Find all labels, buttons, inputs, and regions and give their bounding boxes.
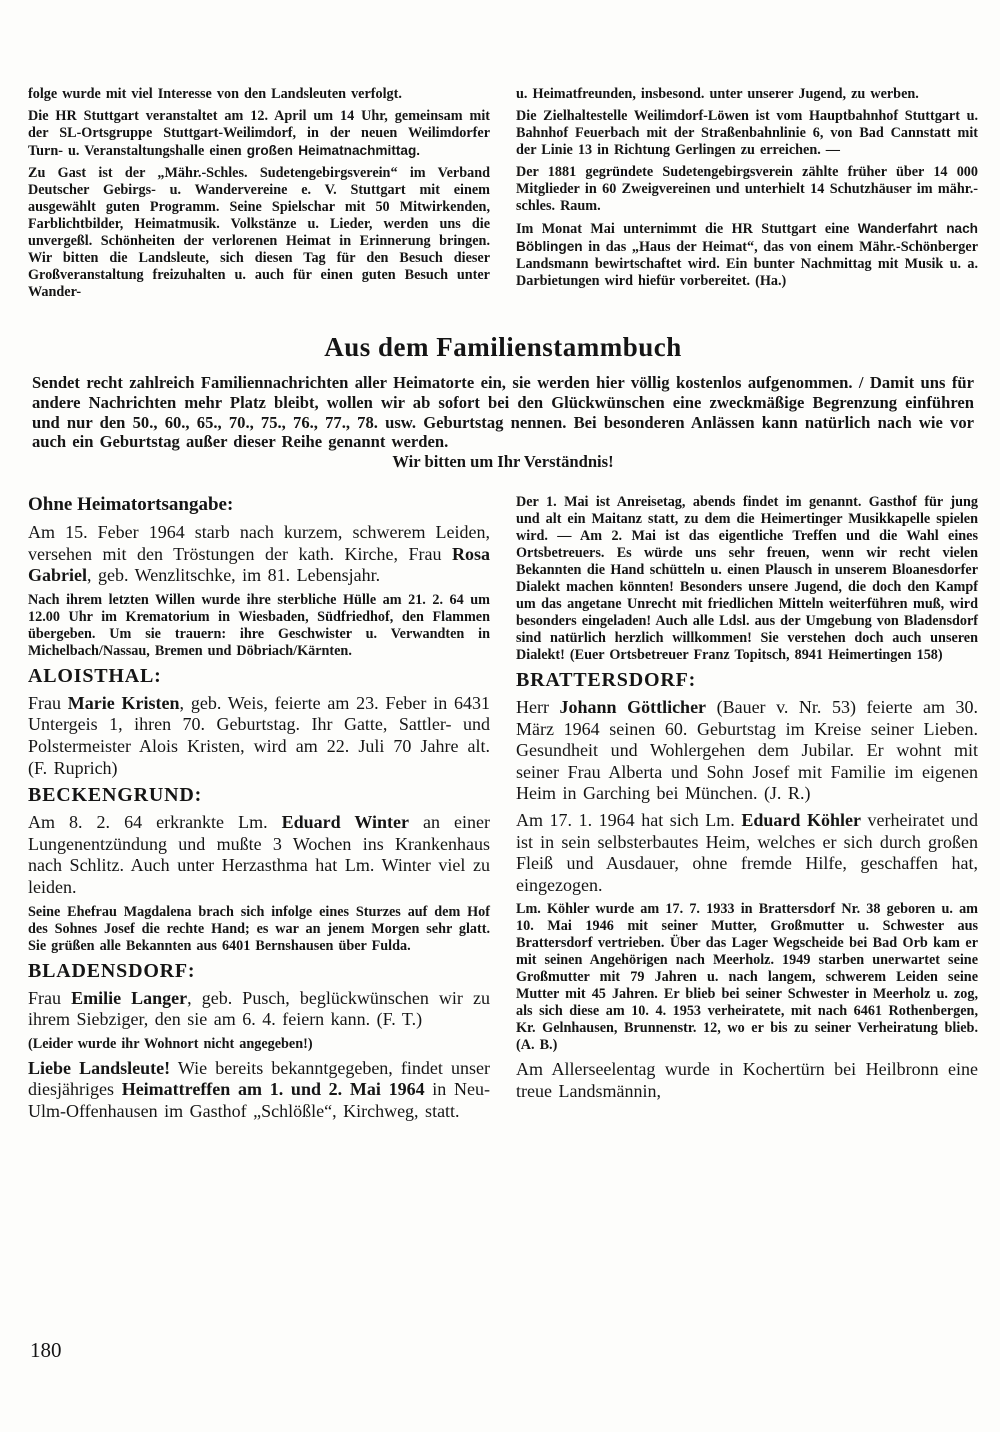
body-text: Lm. Köhler wurde am 17. 7. 1933 in Brattersdorf Nr. 38 geboren u. am 10. Mai 1946 mit seiner Mutter, Großmutter u. Schwester aus Brattersdorf vertrieben. Über das Lager Wegscheide bei Bad Orb kam er mit seinen Angehörigen nach Meerholz. 1949 starben unerwartet seine Großmutter mit 79 Jahren u. nach langem, schwerem Leiden seine Mutter mit 45 Jahren. Er blieb bei seiner Schwester in Meerholz u. zog, als sich diese am 10. 4. 1953 verheiratete, mit nach 6461 Rothenbergen, Kr. Gelnhausen, Brunnenstr. 12, wo er bis zu seiner Verheiratung blieb. (A. B.) [516,901,978,1054]
body-text: folge wurde mit viel Interesse von den Landsleuten verfolgt. [28,86,402,102]
bold-text: Ohne Heimatortsangabe: [28,493,234,515]
paragraph [28,904,490,955]
bold-text: BECKENGRUND: [28,784,203,807]
page-number: 180 [30,1338,62,1362]
paragraph [516,901,978,1054]
body-text: Zu Gast ist der „Mähr.-Schles. Sudetengebirgsverein“ im Verband Deutscher Gebirgs- u. Wandervereine e. V. Stuttgart mit einem ausgewählt guten Programm. Seine Spielschar mit 50 Mitwirkenden, Farblichtbilder, Heimatmusik. Volkstänze u. Lieder, werden uns die unvergeßl. Schönheiten der verlorenen Heimat in Erinnerung bringen. Wir bitten die Landsleute, sich diesen Tag für den Besuch dieser Großveranstaltung freizuhalten u. auch für einen guten Besuch unter Wander- [28,165,490,300]
bold-text: Rosa Gabriel [28,543,490,586]
bold-text: Weilimdorf-Löwen [633,108,749,124]
body-text: Im Monat Mai unternimmt die HR Stuttgart eine [516,221,858,237]
body-text: Herr [516,696,560,717]
bold-text: Emilie Langer [71,987,188,1008]
paragraph [516,1059,978,1102]
paragraph [28,86,490,103]
paragraph [516,164,978,215]
body-text: an einer Lungenentzündung und mußte 3 Wochen ins Krankenhaus nach Schlitz. Auch unter Herzasthma hat Lm. Winter viel zu leiden. [28,812,490,897]
paragraph [28,693,490,779]
bold-text: 12. April um 14 Uhr, [250,108,388,124]
body-text: (Leider wurde ihr Wohnort nicht angegeben!) [28,1035,313,1052]
section-intro: Sendet recht zahlreich Familiennachrichten aller Heimatorte ein, sie werden hier völlig kostenlos aufgenommen. / Damit uns für andere Nachrichten mehr Platz bleibt, wollen wir ab sofort bei den Glückwünschen eine zweckmäßige Begrenzung einführen und nur den 50., 60., 65., 70., 75., 76., 77., 78. usw. Geburtstag nennen. Bei besonderen Anlässen kann natürlich nach wie vor auch ein Geburtstag außer dieser Reihe genannt werden. [32,373,974,452]
body-text: Am 17. 1. 1964 hat sich Lm. [516,809,742,830]
paragraph [516,108,978,159]
top-right-column [516,86,978,306]
section-heading [28,960,490,983]
section-heading [516,669,978,692]
paragraph [516,697,978,805]
body-text: , geb. Wenzlitschke, im 81. Lebensjahr. [87,565,381,586]
body-text: u. Heimatfreunden, insbesond. unter unserer Jugend, zu werben. [516,86,919,102]
body-text: Der 1881 gegründete Sudetengebirgsverein zählte früher über 14 000 Mitglieder in 60 Zweigvereinen und unterhielt 14 Schutzhäuser im mähr.-schles. Raum. [516,164,978,214]
body-text: Die HR Stuttgart veranstaltet am [28,108,251,124]
body-text: Seine Ehefrau Magdalena brach sich infolge eines Sturzes auf dem Hof des Sohnes Josef die rechte Hand; es war an jenem Morgen sehr glatt. Sie grüßen alle Bekannten aus 6401 Bernshausen über Fulda. [28,903,490,954]
bold-text: Eduard Köhler [741,809,861,830]
bold-text: Liebe Landsleute! [28,1057,171,1078]
body-text: Frau [28,987,72,1008]
bold-text: Johann Göttlicher [559,696,707,717]
family-section [28,494,978,1128]
body-text: Am Allerseelentag wurde in Kochertürn bei Heilbronn eine treue Landsmännin, [516,1059,978,1101]
paragraph [28,165,490,301]
body-text: in das „Haus der Heimat“, das von einem Mähr.-Schönberger Landsmann bewirtschaftet wird. Ein bunter Nachmittag mit Musik u. a. Darbietungen wird hiefür vorbereitet. (Ha.) [516,239,978,289]
top-section [28,86,978,306]
paragraph [28,988,490,1031]
family-right-column [516,494,978,1128]
body-text: gemeinsam mit der SL-Ortsgruppe Stuttgart-Weilimdorf, in der neuen Weilimdorfer Turn- u. Veranstaltungshalle einen [28,108,490,159]
body-text: verheiratet und ist in sein selbsterbautes Heim, welches er sich durch großen Fleiß und Ausdauer, ohne fremde Hilfe, geschaffen hat, eingezogen. [516,809,978,895]
paragraph [28,108,490,160]
paragraph [28,592,490,660]
section-heading [28,665,490,688]
section-intro-last-line: Wir bitten um Ihr Verständnis! [392,452,614,472]
body-text: Nach ihrem letzten Willen wurde ihre sterbliche Hülle am 21. 2. 64 um 12.00 Uhr im Krematorium in Wiesbaden, Südfriedhof, den Flammen übergeben. Um sie trauern: ihre Geschwister u. Verwandten in Michelbach/Nassau, Bremen und Döbriach/Kärnten. [28,591,490,659]
paragraph [28,522,490,587]
paragraph [516,810,978,896]
section-heading [28,494,490,516]
body-text: , geb. Pusch, beglückwünschen wir zu ihrem Siebziger, den sie am 6. 4. feiern kann. (F. T.) [28,987,490,1030]
paragraph [516,494,978,664]
section-title: Aus dem Familienstammbuch [324,332,682,362]
top-left-column [28,86,490,306]
family-left-column [28,494,490,1128]
bold-text: Wanderfahrt nach Böblingen [516,221,978,254]
bold-text: BRATTERSDORF: [516,668,697,691]
body-text: Der 1. Mai ist Anreisetag, abends findet im genannt. Gasthof für jung und alt ein Maitanz statt, zu dem die Heimertinger Musikkapelle spielen wird. — Am 2. Mai ist das eigentliche Treffen und die Wahl eines Ortsbetreuers. Es würde uns sehr freuen, wenn wir recht vielen Bekannten die Hand schütteln u. einen Plausch in unserem Bloanesdorfer Dialekt machen könnten! Besonders unsere Jugend, die doch den Kampf um das angetane Unrecht mit friedlichen Mitteln weiterführen muß, wird besonders eingeladen! Auch alle Ldsl. aus der Umgebung von Bladensdorf sind natürlich herzlich willkommen! Sie verstehen doch auch unseren Dialekt! (Euer Ortsbetreuer Franz Topitsch, 8941 Heimertingen 158) [516,493,978,663]
body-text: in Neu-Ulm-Offenhausen im Gasthof „Schlößle“, Kirchweg, statt. [28,1079,490,1121]
paragraph [28,812,490,898]
paragraph [28,1058,490,1123]
body-text: (Bauer v. Nr. 53) feierte am 30. März 1964 seinen 60. Geburtstag im Kreise seiner Lieben. Gesundheit und Wohlergehen dem Jubilar. Er wohnt mit seiner Frau Alberta und Sohn Josef mit Familie im eigenen Heim in Garching bei München. (J. R.) [516,696,978,804]
bold-text: Marie Kristen [67,692,180,713]
bold-text: großen Heimatnachmittag. [246,143,421,158]
paragraph [28,1036,490,1053]
bold-text: Heimattreffen am 1. und 2. Mai 1964 [121,1079,425,1100]
body-text: ist vom Hauptbahnhof Stuttgart u. Bahnhof Feuerbach mit der Straßenbahnlinie 6, von Bad Cannstatt mit der Linie 13 in Richtung Gerlingen zu erreichen. — [516,108,979,158]
paragraph [516,220,978,290]
paragraph [516,86,978,103]
body-text: , geb. Weis, feierte am 23. Feber in 6431 Untergeis 1, ihren 70. Geburtstag. Ihr Gatte, Sattler- und Polstermeister Alois Kristen, wird am 22. Juli 70 Jahre alt. (F. Ruprich) [28,692,490,778]
bold-text: ALOISTHAL: [28,664,162,687]
body-text: Am 8. 2. 64 erkrankte Lm. [28,812,282,833]
body-text: Wie bereits bekanntgegeben, findet unser diesjähriges [28,1057,490,1100]
body-text: Frau [28,692,68,713]
bold-text: Eduard Winter [281,812,409,833]
bold-text: BLADENSDORF: [28,959,196,982]
section-heading [28,784,490,807]
body-text: Am 15. Feber 1964 starb nach kurzem, schwerem Leiden, versehen mit den Tröstungen der kath. Kirche, Frau [28,521,490,564]
body-text: Die Zielhaltestelle [516,108,634,124]
